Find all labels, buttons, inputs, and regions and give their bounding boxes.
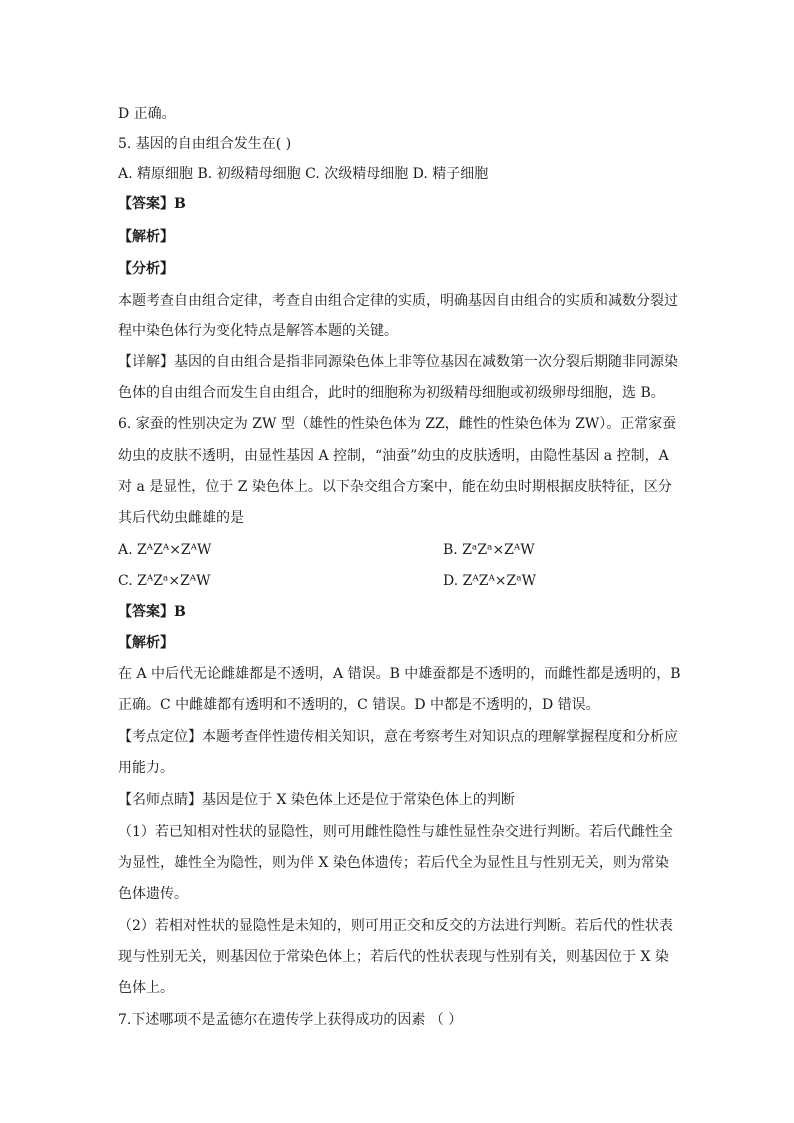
text-line: 幼虫的皮肤不透明，由显性基因 A 控制，“油蚕”幼虫的皮肤透明，由隐性基因 a 控制，A: [118, 448, 669, 464]
text-line: 【名师点睛】基因是位于 X 染色体上还是位于常染色体上的判断: [118, 792, 515, 808]
text-line: 用能力。: [118, 760, 174, 776]
answer-label: 【答案】B: [118, 604, 186, 620]
analysis-label: 【解析】: [118, 635, 174, 651]
text-line: 本题考查自由组合定律，考查自由组合定律的实质，明确基因自由组合的实质和减数分裂过: [118, 293, 678, 309]
text-line: 色体遗传。: [118, 886, 188, 902]
option-d: D. ZᴬZᴬ×ZᵃW: [443, 573, 537, 589]
option-a: A. ZᴬZᴬ×ZᴬW: [118, 542, 212, 558]
question-5-options: A. 精原细胞 B. 初级精母细胞 C. 次级精母细胞 D. 精子细胞: [118, 166, 489, 182]
question-5: 5. 基因的自由组合发生在( ): [118, 136, 292, 152]
text-line: 色体的自由组合而发生自由组合，此时的细胞称为初级精母细胞或初级卵母细胞，选 B。: [118, 385, 665, 401]
text-line: （1）若已知相对性状的显隐性，则可用雌性隐性与雄性显性杂交进行判断。若后代雌性全: [118, 824, 673, 840]
text-line: （2）若相对性状的显隐性是未知的，则可用正交和反交的方法进行判断。若后代的性状表: [118, 918, 673, 934]
answer-label: 【答案】B: [118, 196, 186, 212]
question-6: 6. 家蚕的性别决定为 ZW 型（雄性的性染色体为 ZZ，雌性的性染色体为 ZW）。正常家蚕: [118, 416, 677, 432]
text-line: 现与性别无关，则基因位于常染色体上；若后代的性状表现与性别有关，则基因位于 X 染: [118, 949, 669, 965]
text-line: 对 a 是显性，位于 Z 染色体上。以下杂交组合方案中，能在幼虫时期根据皮肤特征，区分: [118, 479, 672, 495]
option-b: B. ZᵃZᵃ×ZᴬW: [443, 542, 535, 558]
question-7: 7.下述哪项不是孟德尔在遗传学上获得成功的因素 （ ）: [118, 1012, 463, 1028]
text-line: D 正确。: [118, 106, 176, 122]
text-line: 在 A 中后代无论雌雄都是不透明，A 错误。B 中雄蚕都是不透明的，而雌性都是透明的，B: [118, 666, 681, 682]
text-line: 其后代幼虫雌雄的是: [118, 510, 244, 526]
text-line: 【详解】基因的自由组合是指非同源染色体上非等位基因在减数第一次分裂后期随非同源染: [118, 354, 678, 370]
text-line: 【考点定位】本题考查伴性遗传相关知识，意在考察考生对知识点的理解掌握程度和分析应: [118, 729, 678, 745]
text-line: 程中染色体行为变化特点是解答本题的关键。: [118, 323, 398, 339]
analysis-sub-label: 【分析】: [118, 261, 174, 277]
text-line: 为显性，雄性全为隐性，则为伴 X 染色体遗传；若后代全为显性且与性别无关，则为常染: [118, 855, 669, 871]
text-line: 正确。C 中雌雄都有透明和不透明的，C 错误。D 中都是不透明的，D 错误。: [118, 697, 600, 713]
option-c: C. ZᴬZᵃ×ZᴬW: [118, 573, 211, 589]
analysis-label: 【解析】: [118, 229, 174, 245]
text-line: 色体上。: [118, 980, 174, 996]
